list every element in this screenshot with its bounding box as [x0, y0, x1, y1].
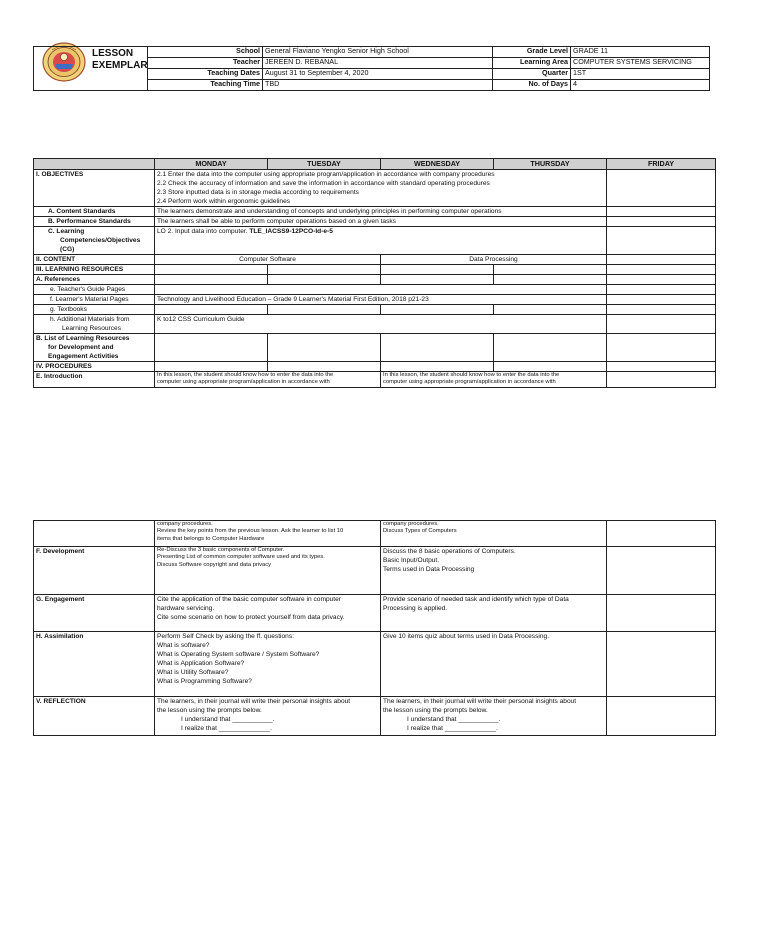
teachers-guide-row: [34, 285, 716, 295]
header-info-table: [33, 46, 710, 91]
lesson-plan-table-part-2: [33, 520, 716, 736]
introduction-line: computer using appropriate program/application in accordance with: [157, 379, 330, 386]
teacher-label: Teacher: [148, 58, 263, 69]
reflection-prompt: I realize that ______________.: [407, 725, 498, 732]
introduction-line: company procedures.: [383, 521, 439, 527]
quarter-label: Quarter: [493, 69, 571, 80]
competencies-label-line: Competencies/Objectives: [60, 237, 141, 244]
textbooks-row: [34, 305, 716, 315]
learning-resources-row: [34, 265, 716, 275]
assimilation-line: What is Application Software?: [157, 660, 245, 667]
day-header-friday: FRIDAY: [607, 159, 716, 170]
performance-standards-row: [34, 217, 716, 227]
development-wed-thu: [381, 547, 607, 595]
performance-standards-label: B. Performance Standards: [34, 217, 155, 227]
assimilation-line: What is Utility Software?: [157, 669, 229, 676]
assimilation-line: What is Programming Software?: [157, 678, 252, 685]
objectives-value: [155, 170, 607, 207]
learners-material-label: f. Learner's Material Pages: [34, 295, 155, 305]
reflection-line: The learners, in their journal will write their personal insights about: [383, 698, 577, 705]
header-row-school: [34, 47, 710, 58]
learning-area-label: Learning Area: [493, 58, 571, 69]
list-label-line: for Development and: [48, 344, 114, 351]
teaching-dates-label: Teaching Dates: [148, 69, 263, 80]
day-header-row: [34, 159, 716, 170]
content-label: II. CONTENT: [34, 255, 155, 265]
competency-code: TLE_IACSS9-12PCO-Id-e-5: [249, 228, 333, 235]
content-wed-thu: Data Processing: [381, 255, 607, 265]
introduction-continued-row: [34, 521, 716, 547]
objective-line: 2.3 Store inputted data is in storage media according to requirements: [157, 189, 359, 196]
introduction-row: [34, 372, 716, 388]
reflection-prompt: I realize that ______________.: [181, 725, 272, 732]
objective-line: 2.2 Check the accuracy of information and save the information in accordance with standard operating procedures: [157, 180, 490, 187]
development-label: F. Development: [34, 547, 155, 595]
teaching-time-label: Teaching Time: [148, 80, 263, 91]
list-label-line: B. List of Learning Resources: [36, 335, 130, 342]
content-standards-label: A. Content Standards: [34, 207, 155, 217]
development-row: [34, 547, 716, 595]
day-header-blank: [34, 159, 155, 170]
assimilation-row: [34, 632, 716, 697]
competencies-label-line: C. Learning: [48, 228, 85, 235]
additional-materials-label: [34, 315, 155, 334]
title-line-2: EXEMPLAR: [92, 60, 148, 71]
assimilation-mon-tue: [155, 632, 381, 697]
teaching-time-value: TBD: [263, 80, 493, 91]
assimilation-label: H. Assimilation: [34, 632, 155, 697]
assimilation-wed-thu: [381, 632, 607, 697]
learning-area-value: COMPUTER SYSTEMS SERVICING: [571, 58, 710, 69]
development-line: Terms used in Data Processing: [383, 566, 475, 573]
additional-materials-value: K to12 CSS Curriculum Guide: [155, 315, 607, 334]
engagement-label: G. Engagement: [34, 595, 155, 632]
learners-material-row: [34, 295, 716, 305]
introduction-label: E. Introduction: [34, 372, 155, 388]
engagement-line: Processing is applied.: [383, 605, 448, 612]
objective-line: 2.1 Enter the data into the computer using appropriate program/application in accordance with company procedures: [157, 171, 495, 178]
engagement-line: Cite some scenario on how to protect yourself from data privacy.: [157, 614, 345, 621]
teacher-value: JEREEN D. REBANAL: [263, 58, 493, 69]
introduction-wed-thu-continued: [381, 521, 607, 547]
grade-level-value: GRADE 11: [571, 47, 710, 58]
competencies-text: LO 2. Input data into computer.: [157, 228, 250, 235]
reflection-mon-tue: [155, 697, 381, 736]
development-line: Discuss Software copyright and data privacy: [157, 561, 272, 568]
content-mon-tue: Computer Software: [155, 255, 381, 265]
day-header-monday: MONDAY: [155, 159, 268, 170]
school-value: General Flaviano Yengko Senior High School: [263, 47, 493, 58]
reflection-prompt: I understand that ___________.: [181, 716, 275, 723]
procedures-row: [34, 362, 716, 372]
reflection-wed-thu: [381, 697, 607, 736]
learning-resources-label: III. LEARNING RESOURCES: [34, 265, 155, 275]
day-header-tuesday: TUESDAY: [268, 159, 381, 170]
reflection-line: the lesson using the prompts below.: [383, 707, 488, 714]
engagement-line: Cite the application of the basic computer software in computer: [157, 596, 341, 603]
grade-level-label: Grade Level: [493, 47, 571, 58]
textbooks-label: g. Textbooks: [34, 305, 155, 315]
additional-label-line: h. Additional Materials from: [50, 316, 130, 323]
no-of-days-label: No. of Days: [493, 80, 571, 91]
content-row: [34, 255, 716, 265]
quarter-value: 1ST: [571, 69, 710, 80]
development-line: Basic Input/Output.: [383, 557, 440, 564]
assimilation-line: What is software?: [157, 642, 210, 649]
list-resources-row: [34, 334, 716, 362]
performance-standards-value: The learners shall be able to perform computer operations based on a given tasks: [155, 217, 607, 227]
reflection-label: V. REFLECTION: [34, 697, 155, 736]
teachers-guide-label: e. Teacher's Guide Pages: [34, 285, 155, 295]
development-line: Presenting List of common computer software used and its types.: [157, 554, 325, 561]
competencies-label: [34, 227, 155, 255]
learners-material-value: Technology and Livelihood Education – Grade 9 Learner's Material First Edition, 2018 p21-23: [155, 295, 607, 305]
engagement-mon-tue: [155, 595, 381, 632]
day-header-wednesday: WEDNESDAY: [381, 159, 494, 170]
assimilation-line: Perform Self Check by asking the ff. questions:: [157, 633, 294, 640]
assimilation-line: What is Operating System software / System Software?: [157, 651, 320, 658]
competencies-value: [155, 227, 607, 255]
competencies-label-line: (CG): [60, 246, 75, 253]
day-header-thursday: THURSDAY: [494, 159, 607, 170]
references-row: [34, 275, 716, 285]
list-label-line: Engagement Activities: [48, 353, 119, 360]
school-label: School: [148, 47, 263, 58]
introduction-line: Review the key points from the previous lesson. Ask the learner to list 10: [157, 528, 344, 535]
procedures-label: IV. PROCEDURES: [34, 362, 155, 372]
development-line: Re-Discuss the 3 basic components of Computer.: [157, 547, 285, 553]
introduction-line: Discuss Types of Computers: [383, 528, 457, 535]
reflection-prompt: I understand that ___________.: [407, 716, 501, 723]
engagement-line: Provide scenario of needed task and identify which type of Data: [383, 596, 569, 603]
development-mon-tue: [155, 547, 381, 595]
competencies-row: [34, 227, 716, 255]
list-resources-label: [34, 334, 155, 362]
objectives-friday: [607, 170, 716, 207]
title-line-1: LESSON: [92, 48, 134, 59]
development-line: Discuss the 8 basic operations of Computers.: [383, 548, 516, 555]
additional-materials-row: [34, 315, 716, 334]
lesson-plan-table-part-1: [33, 158, 716, 388]
engagement-wed-thu: [381, 595, 607, 632]
logo-cell: [34, 47, 148, 91]
reflection-line: the lesson using the prompts below.: [157, 707, 262, 714]
introduction-mon-tue-continued: [155, 521, 381, 547]
reflection-row: [34, 697, 716, 736]
engagement-row: [34, 595, 716, 632]
references-label: A. References: [34, 275, 155, 285]
content-standards-row: [34, 207, 716, 217]
introduction-line: company procedures.: [157, 521, 213, 527]
no-of-days-value: 4: [571, 80, 710, 91]
introduction-mon-tue: [155, 372, 381, 388]
introduction-line: In this lesson, the student should know how to enter the data into the: [157, 372, 334, 378]
introduction-line: computer using appropriate program/application in accordance with: [383, 379, 556, 386]
objectives-label: I. OBJECTIVES: [34, 170, 155, 207]
teaching-dates-value: August 31 to September 4, 2020: [263, 69, 493, 80]
objectives-row: [34, 170, 716, 207]
engagement-line: hardware servicing.: [157, 605, 215, 612]
introduction-line: items that belongs to Computer Hardware: [157, 535, 265, 542]
introduction-wed-thu: [381, 372, 607, 388]
objective-line: 2.4 Perform work within ergonomic guidelines: [157, 198, 291, 205]
additional-label-line: Learning Resources: [62, 325, 122, 332]
reflection-line: The learners, in their journal will write their personal insights about: [157, 698, 351, 705]
assimilation-line: Give 10 items quiz about terms used in Data Processing.: [383, 633, 550, 640]
introduction-line: In this lesson, the student should know how to enter the data into the: [383, 372, 560, 378]
content-standards-value: The learners demonstrate and understanding of concepts and underlying principles in performing computer operations: [155, 207, 607, 217]
